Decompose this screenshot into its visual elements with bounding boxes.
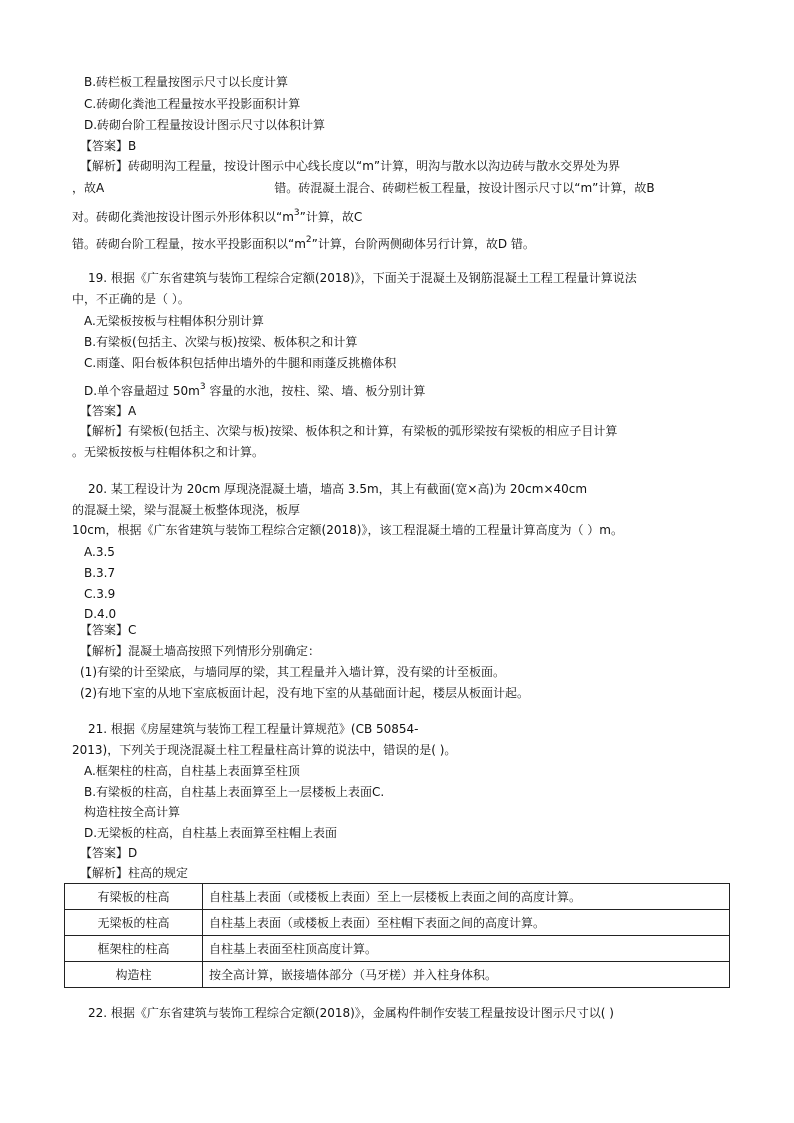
q20-option-d: D.4.0	[84, 607, 117, 621]
q18-explanation-line2: ，故A 错。砖混凝土混合、砖砌栏板工程量，按设计图示尺寸以“m”计算，故B	[72, 181, 655, 195]
table-cell-name: 有梁板的柱高	[65, 884, 203, 910]
column-height-rules-table	[64, 883, 730, 988]
q20-option-a: A.3.5	[84, 545, 115, 559]
q21-explanation: 【解析】柱高的规定	[80, 866, 189, 880]
q19-option-a: A.无梁板按板与柱帽体积分别计算	[84, 314, 264, 328]
q20-explanation-line1: 【解析】混凝土墙高按照下列情形分别确定：	[80, 644, 321, 658]
q18-explanation-line1: 【解析】砖砌明沟工程量，按设计图示中心线长度以“m”计算，明沟与散水以沟边砖与散水交界处为界	[80, 159, 621, 173]
q21-stem-line1: 21. 根据《房屋建筑与装饰工程工程量计算规范》(CB 50854-	[88, 722, 419, 736]
q20-option-b: B.3.7	[84, 566, 116, 580]
q19-option-b: B.有梁板(包括主、次梁与板)按梁、板体积之和计算	[84, 335, 358, 349]
table-cell-name: 无梁板的柱高	[65, 910, 203, 936]
q19-explanation-line1: 【解析】有梁板(包括主、次梁与板)按梁、板体积之和计算，有梁板的弧形梁按有梁板的相应子目计算	[80, 424, 618, 438]
q21-option-c: 构造柱按全高计算	[84, 805, 181, 819]
q21-stem-line2: 2013)，下列关于现浇混凝土柱工程量柱高计算的说法中，错误的是( )。	[72, 743, 457, 757]
q18-explanation-line3: 对。砖砌化粪池按设计图示外形体积以“$m^3$”计算，故C	[72, 208, 363, 224]
q19-stem-line2: 中，不正确的是（ ）。	[72, 292, 190, 306]
q20-option-c: C.3.9	[84, 587, 116, 601]
table-row	[65, 910, 730, 936]
table-cell-rule: 自柱基上表面（或楼板上表面）至上一层楼板上表面之间的高度计算。	[203, 884, 730, 910]
q20-stem-line3: 10cm，根据《广东省建筑与装饰工程综合定额(2018)》，该工程混凝土墙的工程量计算高度为（ ）m。	[72, 523, 623, 537]
q20-explanation-line2: (1)有梁的计至梁底，与墙同厚的梁，其工程量并入墙计算，没有梁的计至板面。	[80, 665, 506, 679]
q20-answer: 【答案】C	[80, 623, 137, 637]
q21-answer: 【答案】D	[80, 846, 138, 860]
table-cell-name: 构造柱	[65, 962, 203, 988]
q19-stem-line1: 19. 根据《广东省建筑与装饰工程综合定额(2018)》，下面关于混凝土及钢筋混凝土工程工程量计算说法	[88, 271, 637, 285]
q18-explanation-line4: 错。砖砌台阶工程量，按水平投影面积以“$m^2$”计算，台阶两侧砌体另行计算，故D 错。	[72, 235, 535, 251]
q19-option-d: D.单个容量超过 $50m^3$ 容量的水池，按柱、梁、墙、板分别计算	[84, 382, 426, 398]
q19-option-c: C.雨蓬、阳台板体积包括伸出墙外的牛腿和雨蓬反挑檐体积	[84, 356, 397, 370]
table-row	[65, 936, 730, 962]
q19-explanation-line2: 。无梁板按板与柱帽体积之和计算。	[72, 445, 265, 459]
q22-stem-line1: 22. 根据《广东省建筑与装饰工程综合定额(2018)》，金属构件制作安装工程量按设计图示尺寸以( )	[88, 1006, 614, 1020]
q20-explanation-line3: (2)有地下室的从地下室底板面计起，没有地下室的从基础面计起，楼层从板面计起。	[80, 686, 530, 700]
q18-answer: 【答案】B	[80, 139, 137, 153]
q19-answer: 【答案】A	[80, 404, 137, 418]
table-cell-rule: 按全高计算，嵌接墙体部分（马牙槎）并入柱身体积。	[203, 962, 730, 988]
q20-stem-line2: 的混凝土梁，梁与混凝土板整体现浇，板厚	[72, 503, 301, 517]
q21-option-a: A.框架柱的柱高，自柱基上表面算至柱顶	[84, 764, 300, 778]
q21-option-d: D.无梁板的柱高，自柱基上表面算至柱帽上表面	[84, 826, 338, 840]
table-cell-rule: 自柱基上表面（或楼板上表面）至柱帽下表面之间的高度计算。	[203, 910, 730, 936]
table-cell-name: 框架柱的柱高	[65, 936, 203, 962]
q21-option-b: B.有梁板的柱高，自柱基上表面算至上一层楼板上表面C.	[84, 785, 385, 799]
table-row	[65, 962, 730, 988]
q18-option-b: B.砖栏板工程量按图示尺寸以长度计算	[84, 75, 289, 89]
table-row	[65, 884, 730, 910]
table-cell-rule: 自柱基上表面至柱顶高度计算。	[203, 936, 730, 962]
q20-stem-line1: 20. 某工程设计为 20cm 厚现浇混凝土墙，墙高 3.5m，其上有截面(宽×高)为 20cm×40cm	[88, 482, 588, 496]
q18-option-d: D.砖砌台阶工程量按设计图示尺寸以体积计算	[84, 118, 326, 132]
q18-option-c: C.砖砌化粪池工程量按水平投影面积计算	[84, 97, 301, 111]
